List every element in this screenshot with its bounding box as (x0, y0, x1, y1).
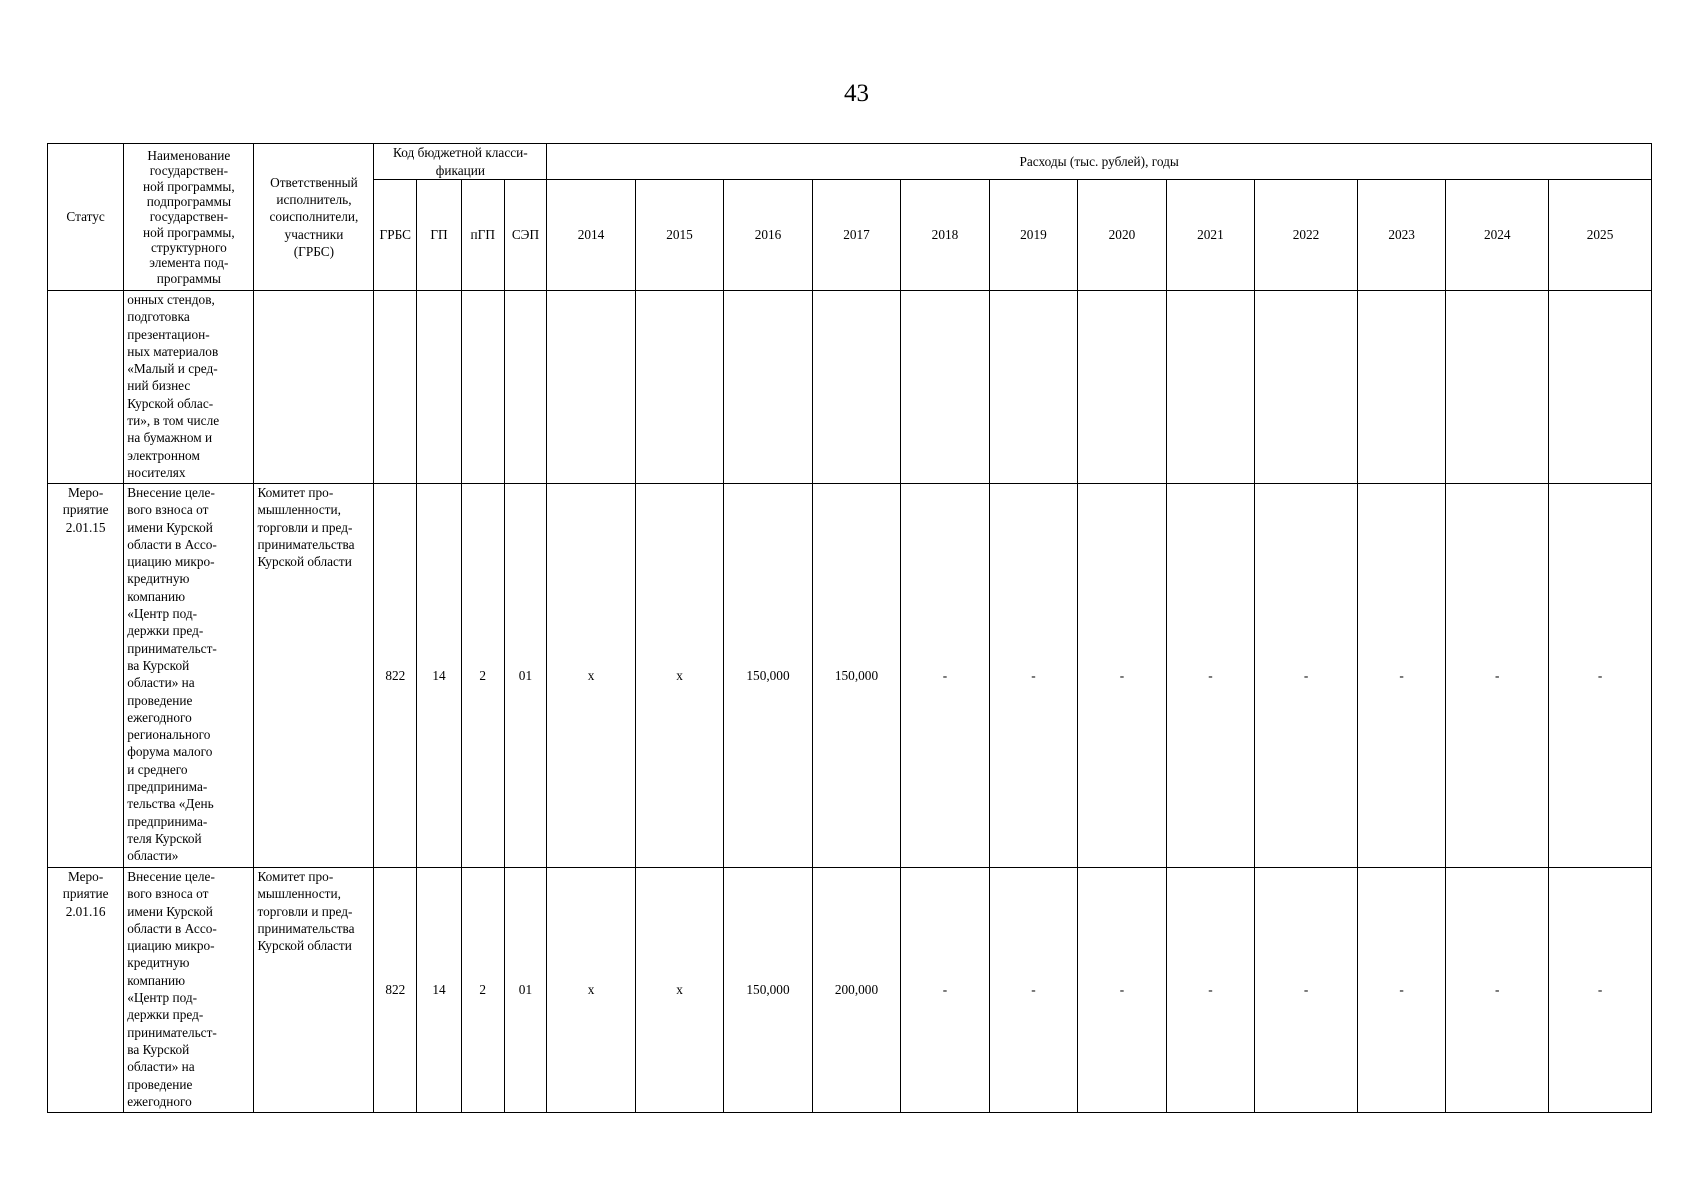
text-line: тельства «День (127, 796, 214, 812)
value-cell: 150,000 (724, 484, 812, 868)
code-cell: 2 (461, 484, 504, 868)
text-line: области» (127, 848, 179, 864)
text-line: ва Курской (127, 657, 190, 673)
value-cell: - (989, 868, 1077, 1113)
value-cell: - (989, 484, 1077, 868)
text-line: регионального (127, 727, 211, 743)
text-line: исполнитель, (276, 192, 352, 208)
text-line: кредитную (127, 571, 190, 587)
value-cell: - (1549, 484, 1652, 868)
header-year-8: 2022 (1255, 180, 1358, 291)
value-cell (1078, 291, 1166, 484)
text-line: мышленности, (257, 886, 341, 902)
text-line: Внесение целе- (127, 485, 215, 500)
text-line: компанию (127, 588, 186, 604)
header-year-4: 2018 (901, 180, 989, 291)
text-line: 2.01.15 (65, 519, 106, 535)
header-name (124, 144, 254, 291)
value-cell (724, 291, 812, 484)
value-cell: - (1255, 868, 1358, 1113)
text-line: циацию микро- (127, 554, 215, 570)
text-line: 2.01.16 (65, 903, 106, 919)
header-year-11: 2025 (1549, 180, 1652, 291)
text-line: области в Ассо- (127, 536, 217, 552)
value-cell: х (635, 868, 723, 1113)
name-cell (124, 484, 254, 868)
text-line: принимательства (257, 920, 355, 936)
budget-table (47, 143, 1652, 1113)
text-line: области» на (127, 1059, 195, 1075)
value-cell: 150,000 (724, 868, 812, 1113)
name-cell (124, 868, 254, 1113)
table-header (48, 144, 1652, 291)
text-line: области» на (127, 675, 195, 691)
text-line: ной программы, (142, 224, 235, 240)
text-line: держки пред- (127, 1007, 204, 1023)
text-line: Курской области (257, 554, 352, 570)
text-line: циацию микро- (127, 938, 215, 954)
text-line: приятие (62, 502, 109, 518)
table-body (48, 291, 1652, 1113)
value-cell: - (901, 868, 989, 1113)
value-cell: - (1255, 484, 1358, 868)
header-year-6: 2020 (1078, 180, 1166, 291)
executor-cell (254, 291, 374, 484)
text-line: ежегодного (127, 1093, 192, 1109)
header-year-10: 2024 (1446, 180, 1549, 291)
status-cell (48, 484, 124, 868)
status-cell (48, 291, 124, 484)
text-line: ных материалов (127, 343, 219, 359)
text-line: «Центр под- (127, 990, 198, 1006)
text-line: (ГРБС) (293, 243, 335, 259)
text-line: и среднего (127, 761, 188, 777)
name-cell (124, 291, 254, 484)
text-line: презентацион- (127, 326, 210, 342)
text-line: структурного (150, 239, 227, 255)
code-cell: 01 (504, 484, 547, 868)
text-line: предпринима- (127, 813, 208, 829)
text-line: подготовка (127, 309, 190, 325)
table-row (48, 868, 1652, 1113)
page-number: 43 (844, 80, 869, 107)
value-cell: 200,000 (812, 868, 900, 1113)
text-line: компанию (127, 972, 186, 988)
header-year-9: 2023 (1357, 180, 1445, 291)
value-cell (812, 291, 900, 484)
text-line: Ответственный (270, 174, 358, 190)
text-line: вого взноса от (127, 886, 209, 902)
text-line: государствен- (149, 163, 229, 179)
text-line: Комитет про- (257, 869, 334, 884)
value-cell: - (1078, 484, 1166, 868)
value-cell: - (1446, 868, 1549, 1113)
value-cell: - (1166, 868, 1254, 1113)
text-line: форума малого (127, 744, 213, 760)
code-cell: 822 (374, 868, 417, 1113)
value-cell (1166, 291, 1254, 484)
header-code-0: ГРБС (374, 180, 417, 291)
text-line: ежегодного (127, 709, 192, 725)
text-line: на бумажном и (127, 430, 213, 446)
value-cell: - (1357, 484, 1445, 868)
text-line: торговли и пред- (257, 903, 353, 919)
value-cell (547, 291, 635, 484)
header-year-1: 2015 (635, 180, 723, 291)
code-cell: 822 (374, 484, 417, 868)
text-line: ной программы, (142, 178, 235, 194)
header-year-3: 2017 (812, 180, 900, 291)
value-cell: - (1549, 868, 1652, 1113)
text-line: приятие (62, 886, 109, 902)
text-line: теля Курской (127, 830, 202, 846)
text-line: принимательства (257, 536, 355, 552)
header-expenses: Расходы (тыс. рублей), годы (547, 144, 1652, 180)
header-year-7: 2021 (1166, 180, 1254, 291)
text-line: Наименование (147, 148, 231, 164)
table-row (48, 291, 1652, 484)
text-line: государствен- (149, 209, 229, 225)
text-line: держки пред- (127, 623, 204, 639)
text-line: ний бизнес (127, 378, 191, 394)
text-line: Курской облас- (127, 395, 214, 411)
text-line: торговли и пред- (257, 519, 353, 535)
text-line: электронном (127, 447, 200, 463)
header-code-2: пГП (461, 180, 504, 291)
code-cell: 01 (504, 868, 547, 1113)
text-line: Меро- (67, 869, 104, 884)
text-line: фикации (435, 162, 485, 178)
value-cell (989, 291, 1077, 484)
code-cell (417, 291, 462, 484)
table-row (48, 484, 1652, 868)
text-line: онных стендов, (127, 292, 215, 307)
text-line: вого взноса от (127, 502, 209, 518)
text-line: «Малый и сред- (127, 361, 218, 377)
executor-cell (254, 868, 374, 1113)
text-line: кредитную (127, 955, 190, 971)
value-cell (1255, 291, 1358, 484)
value-cell (635, 291, 723, 484)
value-cell: - (1166, 484, 1254, 868)
code-cell: 2 (461, 868, 504, 1113)
code-cell (461, 291, 504, 484)
value-cell (901, 291, 989, 484)
code-cell: 14 (417, 868, 462, 1113)
text-line: «Центр под- (127, 606, 198, 622)
text-line: Комитет про- (257, 485, 334, 500)
header-year-2: 2016 (724, 180, 812, 291)
text-line: Внесение целе- (127, 869, 215, 884)
header-year-0: 2014 (547, 180, 635, 291)
value-cell (1357, 291, 1445, 484)
value-cell: х (635, 484, 723, 868)
header-year-5: 2019 (989, 180, 1077, 291)
value-cell: - (1357, 868, 1445, 1113)
text-line: проведение (127, 1076, 193, 1092)
header-budget-code (374, 144, 547, 180)
value-cell: х (547, 868, 635, 1113)
header-status: Статус (48, 144, 124, 291)
text-line: области в Ассо- (127, 920, 217, 936)
text-line: элемента под- (149, 255, 229, 271)
text-line: ти», в том числе (127, 413, 220, 429)
value-cell (1446, 291, 1549, 484)
text-line: подпрограммы (146, 194, 232, 210)
text-line: носителях (127, 464, 186, 480)
text-line: ва Курской (127, 1041, 190, 1057)
value-cell: - (1078, 868, 1166, 1113)
text-line: Меро- (67, 485, 104, 500)
code-cell (374, 291, 417, 484)
header-code-3: СЭП (504, 180, 547, 291)
text-line: проведение (127, 692, 193, 708)
text-line: Код бюджетной класси- (393, 145, 528, 161)
value-cell: - (901, 484, 989, 868)
value-cell: - (1446, 484, 1549, 868)
value-cell (1549, 291, 1652, 484)
header-code-1: ГП (417, 180, 462, 291)
header-executor (254, 144, 374, 291)
status-cell (48, 868, 124, 1113)
text-line: соисполнители, (269, 209, 359, 225)
value-cell: х (547, 484, 635, 868)
value-cell: 150,000 (812, 484, 900, 868)
text-line: предпринима- (127, 779, 208, 795)
text-line: имени Курской (127, 903, 213, 919)
text-line: программы (156, 270, 221, 286)
text-line: мышленности, (257, 502, 341, 518)
text-line: имени Курской (127, 519, 213, 535)
code-cell (504, 291, 547, 484)
executor-cell (254, 484, 374, 868)
text-line: принимательст- (127, 640, 217, 656)
text-line: Курской области (257, 938, 352, 954)
text-line: принимательст- (127, 1024, 217, 1040)
code-cell: 14 (417, 484, 462, 868)
text-line: участники (284, 226, 344, 242)
